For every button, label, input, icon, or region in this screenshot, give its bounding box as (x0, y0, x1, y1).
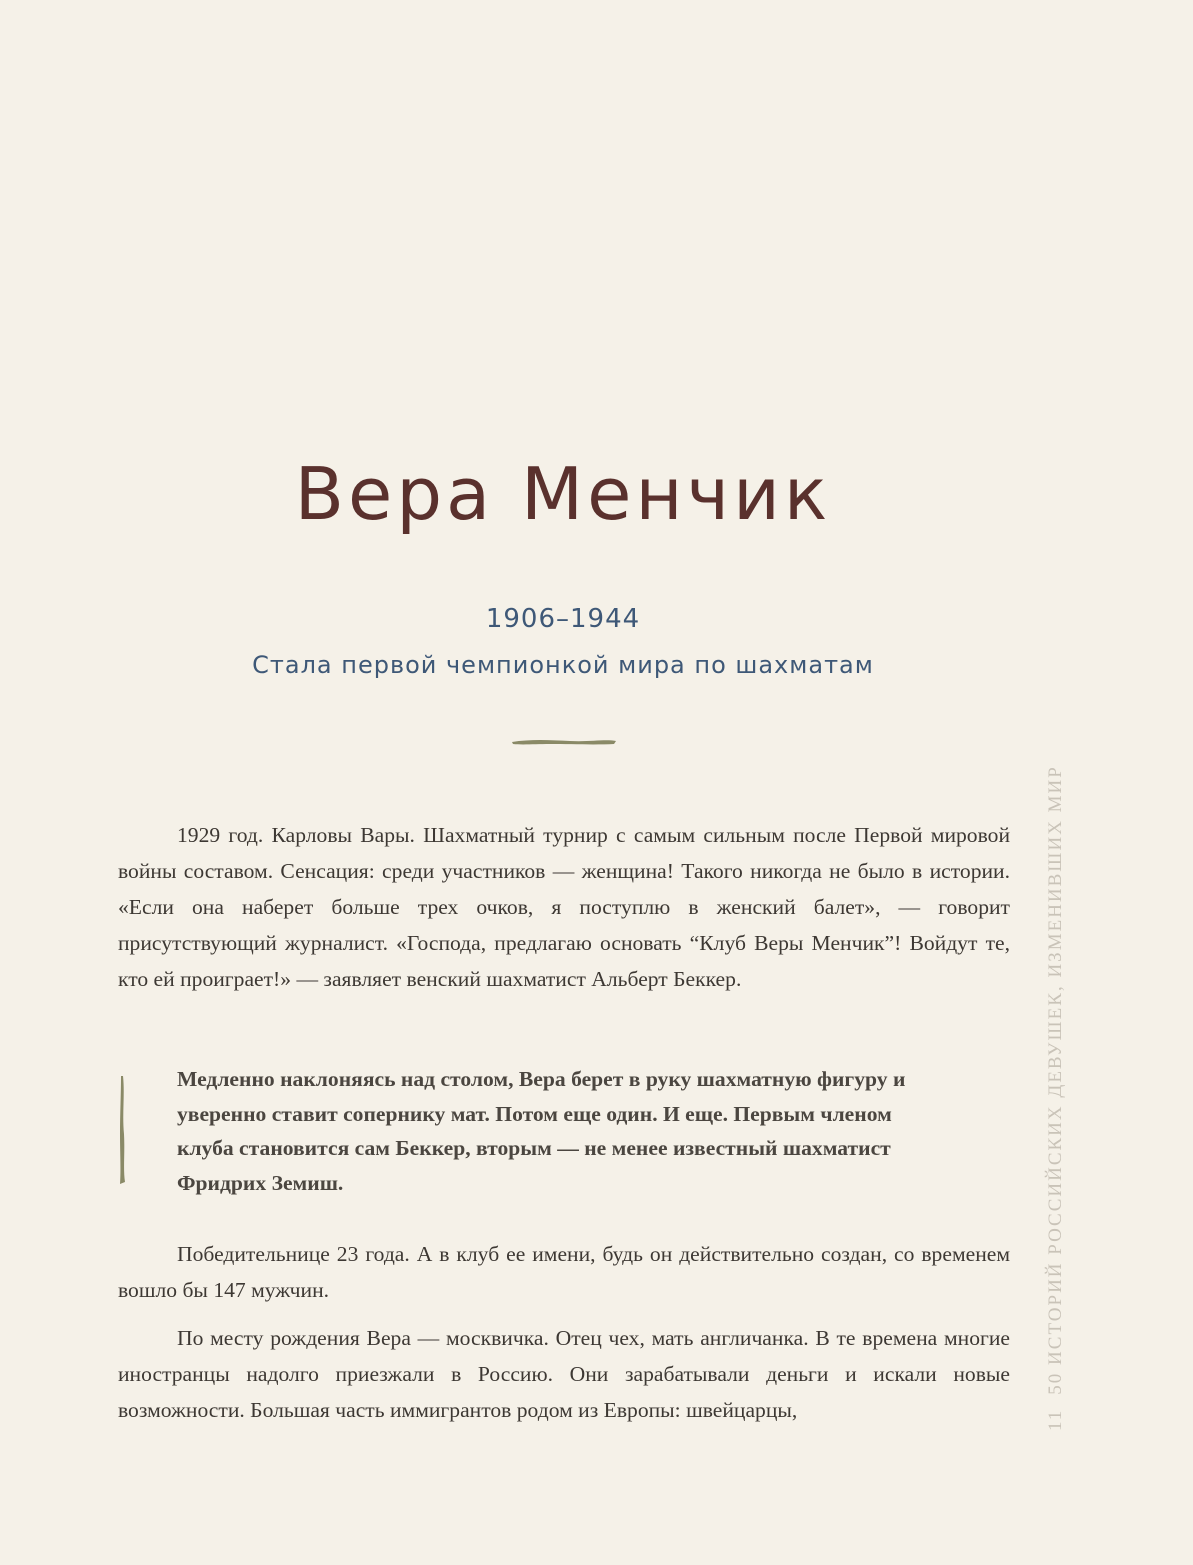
chapter-title: Вера Менчик (294, 452, 832, 536)
running-head (1045, 765, 1067, 1431)
quote-brush-bar (116, 1074, 132, 1186)
paragraph-victory-text: Победительнице 23 года. А в клуб ее имени, будь он действительно создан, со временем вошло бы 147 мужчин. (118, 1242, 1010, 1302)
book-title: 50 ИСТОРИЙ РОССИЙСКИХ ДЕВУШЕК, ИЗМЕНИВШИХ МИР (1045, 765, 1066, 1395)
quote-brush-stroke (120, 1076, 125, 1184)
paragraph-origin-text: По месту рождения Вера — москвичка. Отец чех, мать англичанка. В те времена многие иностранцы надолго приезжали в Россию. Они зарабатывали деньги и искали новые возможности. Большая часть иммигрантов родом из Европы: швейцарцы, (118, 1326, 1010, 1422)
paragraph-victory (118, 1236, 1010, 1308)
pull-quote: Медленно наклоняясь над столом, Вера берет в руку шахматную фигуру и уверенно ставит сопернику мат. Потом еще один. И еще. Первым членом клуба становится сам Беккер, вторым — не менее известный шахматист Фридрих Земиш. (177, 1067, 906, 1195)
chapter-subtitle: Стала первой чемпионкой мира по шахматам (252, 651, 874, 679)
paragraph-intro (118, 817, 1010, 997)
paragraph-intro-text: 1929 год. Карловы Вары. Шахматный турнир с самым сильным после Первой мировой войны составом. Сенсация: среди участников — женщина! Такого никогда не было в истории. «Если она наберет больше трех очков, я поступлю в женский балет», — говорит присутствующий журналист. «Господа, предлагаю основать “Клуб Веры Менчик”! Войдут те, кто ей проиграет!» — заявляет венский шахматист Альберт Беккер. (118, 823, 1010, 991)
brush-stroke (512, 740, 616, 744)
page-number: 11 (1045, 1408, 1066, 1431)
brush-divider (510, 736, 618, 748)
paragraph-origin (118, 1320, 1010, 1428)
life-years: 1906–1944 (485, 604, 641, 634)
